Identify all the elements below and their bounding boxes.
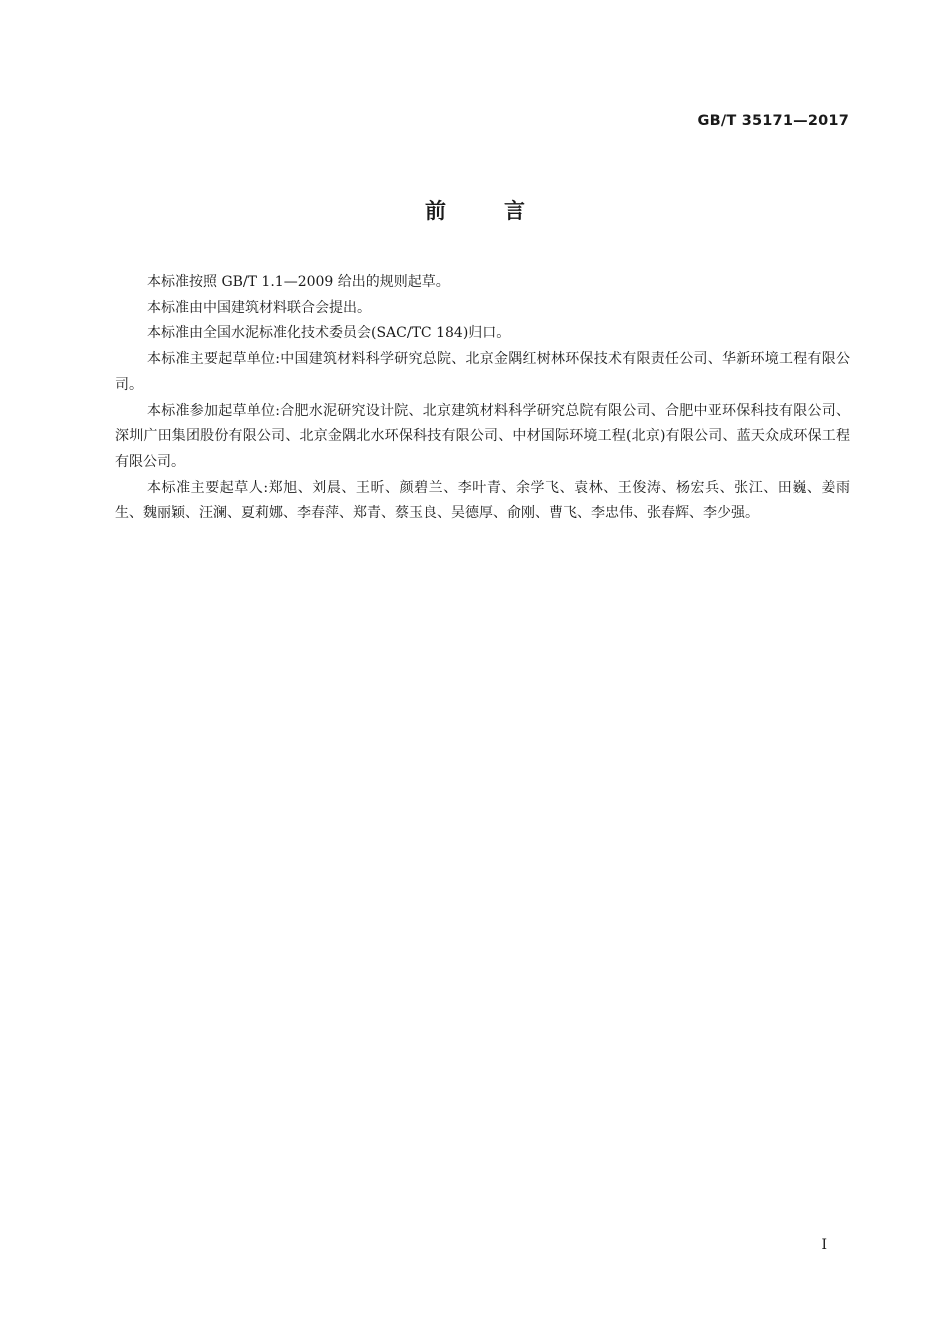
standard-code: GB/T 35171—2017 <box>697 113 849 129</box>
page-title: 前言 <box>425 199 583 223</box>
paragraph-committee: 本标准由全国水泥标准化技术委员会(SAC/TC 184)归口。 <box>147 325 511 342</box>
foreword-body <box>115 270 850 527</box>
paragraph-proposer: 本标准由中国建筑材料联合会提出。 <box>147 299 371 316</box>
paragraph-participating-units: 本标准参加起草单位:合肥水泥研究设计院、北京建筑材料科学研究总院有限公司、合肥中亚环保科技有限公司、深圳广田集团股份有限公司、北京金隅北水环保科技有限公司、中材国际环境工程(北京)有限公司、蓝天众成环保工程有限公司。 <box>115 402 850 470</box>
paragraph-drafting-rules: 本标准按照 GB/T 1.1—2009 给出的规则起草。 <box>147 274 450 290</box>
paragraph-main-drafters: 本标准主要起草人:郑旭、刘晨、王昕、颜碧兰、李叶青、余学飞、袁林、王俊涛、杨宏兵、张江、田巍、姜雨生、魏丽颖、汪澜、夏莉娜、李春萍、郑青、蔡玉良、吴德厚、俞刚、曹飞、李忠伟、张春辉、李少强。 <box>115 479 850 522</box>
paragraph-main-drafting-units: 本标准主要起草单位:中国建筑材料科学研究总院、北京金隅红树林环保技术有限责任公司、华新环境工程有限公司。 <box>115 351 850 393</box>
page-number: I <box>821 1237 827 1253</box>
